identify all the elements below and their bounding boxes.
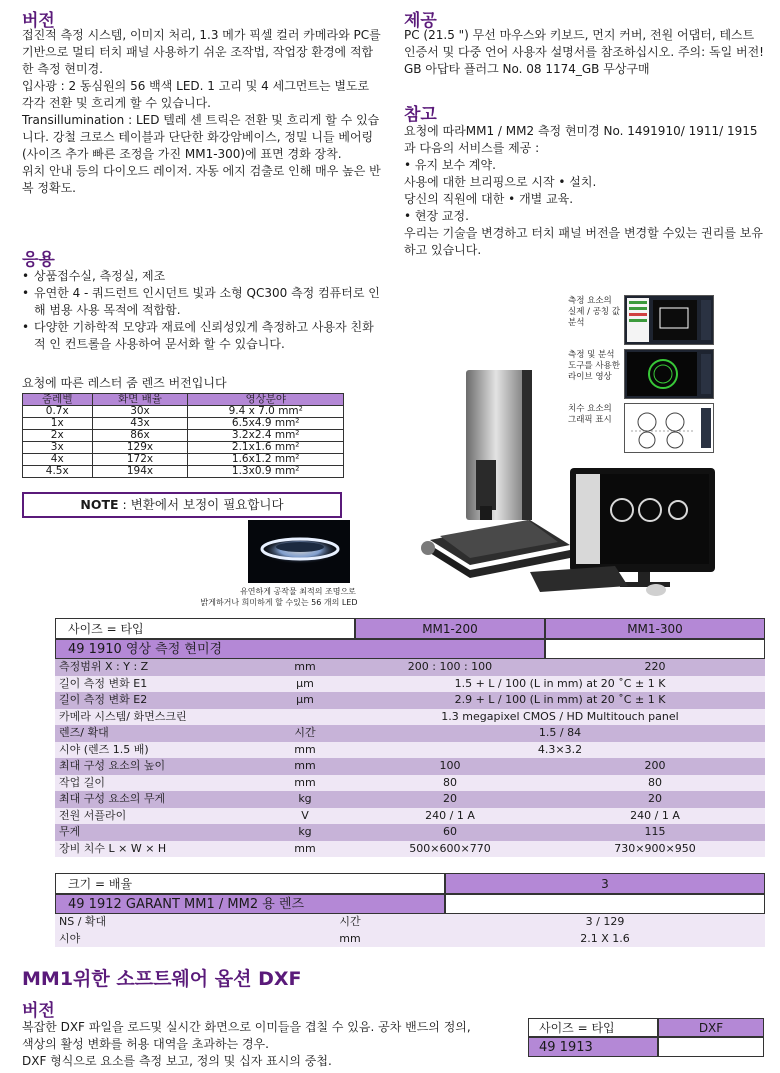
spec-header-mm1-300: MM1-300 (545, 618, 765, 639)
lens-spec-section (55, 873, 765, 947)
spec-title-empty (545, 639, 765, 659)
reference-line: 당신의 직원에 대한 • 개별 교육. (404, 192, 574, 206)
table-row (55, 725, 765, 742)
reference-heading: 참고 (404, 105, 437, 125)
table-row (55, 775, 765, 792)
lens-cell: 4.5x (23, 466, 93, 478)
lens-spec-value: 3 / 129 (445, 914, 765, 931)
led-caption-line-2: 밝게하거나 희미하게 할 수있는 56 개의 LED (200, 598, 358, 607)
lens-spec-header-type: 크기 = 배율 (55, 873, 445, 894)
note-label: NOTE (80, 497, 119, 512)
spec-v1: 1.5 + L / 100 (L in mm) at 20 ˚C ± 1 K (355, 676, 765, 693)
lens-spec-label: 시야 (55, 931, 255, 948)
version-paragraph-1: 접진적 측정 시스템, 이미지 처리, 1.3 메가 픽셀 컬러 카메라와 PC를 기반으로 멀티 터치 패널 사용하기 쉬운 조작법, 작업장 환경에 적합한 측정 현미경. (22, 28, 381, 76)
spec-v1: 200 : 100 : 100 (355, 659, 545, 676)
lens-spec-title: 49 1912 GARANT MM1 / MM2 용 렌즈 (55, 894, 445, 914)
lens-cell: 0.7x (23, 406, 93, 418)
table-row (55, 791, 765, 808)
spec-title: 49 1910 영상 측정 현미경 (55, 639, 545, 659)
table-row (55, 914, 765, 931)
reference-line: 우리는 기술을 변경하고 터치 패널 버전을 변경할 수있는 권리를 보유하고 있습니다. (404, 226, 763, 257)
spec-label: 길이 측정 변화 E2 (55, 692, 255, 709)
software-heading: MM1위한 소프트웨어 옵션 DXF (22, 968, 302, 990)
spec-header (55, 618, 765, 639)
spec-v2: 730×900×950 (545, 841, 765, 858)
spec-label: 전원 서플라이 (55, 808, 255, 825)
lens-cell: 1.3x0.9 mm² (188, 466, 344, 478)
spec-unit: mm (255, 775, 355, 792)
spec-label: 무게 (55, 824, 255, 841)
spec-label: 장비 치수 L × W × H (55, 841, 255, 858)
table-row (55, 841, 765, 858)
lens-cell: 9.4 x 7.0 mm² (188, 406, 344, 418)
spec-unit: µm (255, 692, 355, 709)
lens-spec-value: 2.1 X 1.6 (445, 931, 765, 948)
reference-line: 사용에 대한 브리핑으로 시작 • 설치. (404, 175, 597, 189)
table-row (55, 824, 765, 841)
usage-list (22, 268, 384, 353)
software-table-empty (658, 1037, 764, 1057)
spec-table (55, 659, 765, 857)
version-heading: 버전 (22, 11, 55, 31)
usage-item: • 상품접수실, 측정실, 제조 (22, 268, 384, 285)
spec-label: 작업 길이 (55, 775, 255, 792)
callout-graphic: 치수 요소의 그래픽 표시 (568, 404, 612, 425)
spec-unit: kg (255, 824, 355, 841)
spec-unit: mm (255, 659, 355, 676)
software-table-header (528, 1018, 764, 1037)
spec-unit: 시간 (255, 725, 355, 742)
spec-label: 길이 측정 변화 E1 (55, 676, 255, 693)
spec-v2: 200 (545, 758, 765, 775)
table-row (55, 659, 765, 676)
spec-v2: 20 (545, 791, 765, 808)
lens-spec-table (55, 914, 765, 947)
spec-unit: mm (255, 841, 355, 858)
spec-unit: µm (255, 676, 355, 693)
lens-spec-unit: 시간 (255, 914, 445, 931)
spec-unit (255, 709, 355, 726)
lens-cell: 194x (92, 466, 188, 478)
spec-unit: V (255, 808, 355, 825)
table-row (55, 931, 765, 948)
led-caption-line-1: 유연하게 공작물 최적의 조명으로 (240, 587, 356, 596)
zoom-lens-table (22, 393, 344, 478)
lens-header: 화면 배율 (92, 394, 188, 406)
spec-v1: 500×600×770 (355, 841, 545, 858)
spec-v1: 2.9 + L / 100 (L in mm) at 20 ˚C ± 1 K (355, 692, 765, 709)
callout-analysis: 측정 요소의 실제 / 공칭 값 분석 (568, 296, 621, 328)
lens-spec-title-empty (445, 894, 765, 914)
spec-label: 카메라 시스템/ 화면스크린 (55, 709, 255, 726)
lens-spec-title-row (55, 894, 765, 914)
usage-item: • 유연한 4 - 쿼드런트 인시던트 빛과 소형 QC300 측정 컴퓨터로 인해 범용 사용 목적에 적합함. (22, 285, 384, 319)
table-row (55, 692, 765, 709)
software-header-type: 사이즈 = 타입 (528, 1018, 658, 1037)
spec-unit: mm (255, 758, 355, 775)
spec-label: 최대 구성 요소의 높이 (55, 758, 255, 775)
lens-cell: 129x (92, 442, 188, 454)
spec-v2: 240 / 1 A (545, 808, 765, 825)
lens-spec-header-value: 3 (445, 873, 765, 894)
supply-text: PC (21.5 ") 무선 마우스와 키보드, 먼지 커버, 전원 어댑터, 테스트 인증서 및 다중 언어 사용자 설명서를 참조하십시오. 주의: 독일 버전! GB 아답타 플러그 No. 08 1174_GB 무상구매 (404, 28, 764, 76)
lens-cell: 86x (92, 430, 188, 442)
led-caption (200, 586, 368, 608)
software-header-dxf: DXF (658, 1018, 764, 1037)
usage-heading: 응용 (22, 250, 55, 270)
software-line: DXF 형식으로 요소를 측정 보고, 정의 및 십자 표시의 중첩. (22, 1054, 332, 1068)
spec-v1: 100 (355, 758, 545, 775)
spec-v1: 4.3×3.2 (355, 742, 765, 759)
software-table-title: 49 1913 (528, 1037, 658, 1057)
spec-v1: 1.5 / 84 (355, 725, 765, 742)
usage-item: • 다양한 기하학적 모양과 재료에 신뢰성있게 측정하고 사용자 친화적 인 컨트롤을 사용하여 문서화 할 수 있습니다. (22, 319, 384, 353)
lens-spec-label: NS / 확대 (55, 914, 255, 931)
spec-section (55, 618, 765, 857)
lens-cell: 43x (92, 418, 188, 430)
version-paragraph-2: 입사광 : 2 동심원의 56 백색 LED. 1 고리 및 4 세그먼트는 별도로 각각 전환 및 흐리게 할 수 있습니다. (22, 79, 370, 110)
spec-label: 시야 (렌즈 1.5 배) (55, 742, 255, 759)
reference-line: • 현장 교정. (404, 209, 469, 223)
lens-spec-header (55, 873, 765, 894)
lens-cell: 1x (23, 418, 93, 430)
lens-cell: 6.5x4.9 mm² (188, 418, 344, 430)
screenshot-analysis (624, 295, 714, 345)
reference-text (404, 123, 766, 259)
software-table (528, 1018, 764, 1057)
spec-v1: 1.3 megapixel CMOS / HD Multitouch panel (355, 709, 765, 726)
lens-cell: 30x (92, 406, 188, 418)
product-photo (410, 360, 720, 600)
note-text: : 변환에서 보정이 필요합니다 (118, 497, 284, 512)
spec-v1: 20 (355, 791, 545, 808)
version-paragraph-4: 위치 안내 등의 다이오드 레이저. 자동 에지 검출로 인해 매우 높은 반복 정확도. (22, 164, 381, 195)
lens-cell: 172x (92, 454, 188, 466)
software-version-heading: 버전 (22, 1001, 55, 1021)
lens-header: 영상분야 (188, 394, 344, 406)
lens-cell: 2.1x1.6 mm² (188, 442, 344, 454)
table-row (55, 808, 765, 825)
led-ring-photo (248, 520, 350, 583)
version-description (22, 27, 384, 197)
lens-cell: 2x (23, 430, 93, 442)
spec-v1: 240 / 1 A (355, 808, 545, 825)
callout-live-image: 측정 및 분석 도구를 사용한 라이브 영상 (568, 350, 620, 382)
spec-unit: mm (255, 742, 355, 759)
reference-line: 요청에 따라MM1 / MM2 측정 현미경 No. 1491910/ 1911/ 1915과 다음의 서비스를 제공 : (404, 124, 758, 155)
lens-caption: 요청에 따른 레스터 줌 렌즈 버전입니다 (22, 376, 227, 390)
spec-label: 렌즈/ 확대 (55, 725, 255, 742)
lens-cell: 4x (23, 454, 93, 466)
lens-cell: 3.2x2.4 mm² (188, 430, 344, 442)
lens-cell: 3x (23, 442, 93, 454)
spec-label: 측정범위 X : Y : Z (55, 659, 255, 676)
software-text (22, 1019, 527, 1070)
spec-header-type: 사이즈 = 타입 (55, 618, 355, 639)
software-table-title-row (528, 1037, 764, 1057)
spec-v1: 60 (355, 824, 545, 841)
spec-header-mm1-200: MM1-200 (355, 618, 545, 639)
table-row (55, 742, 765, 759)
spec-title-row (55, 639, 765, 659)
table-row (55, 709, 765, 726)
software-line: 색상의 활성 변화를 허용 대역을 초과하는 경우. (22, 1037, 269, 1051)
spec-unit: kg (255, 791, 355, 808)
lens-cell: 1.6x1.2 mm² (188, 454, 344, 466)
table-row (55, 676, 765, 693)
lens-spec-unit: mm (255, 931, 445, 948)
spec-label: 최대 구성 요소의 무게 (55, 791, 255, 808)
version-paragraph-3: Transillumination : LED 텔레 센 트릭은 전환 및 흐리게 할 수 있습니다. 강철 크로스 테이블과 단단한 화강암베이스, 정밀 니들 베어링 (사이즈 추가 빠른 조정을 가진 MM1-300)에 표면 경화 장착. (22, 113, 380, 161)
supply-heading: 제공 (404, 11, 437, 31)
spec-v2: 115 (545, 824, 765, 841)
spec-v2: 80 (545, 775, 765, 792)
spec-v2: 220 (545, 659, 765, 676)
note-box (22, 492, 342, 518)
software-line: 복잡한 DXF 파일을 로드및 실시간 화면으로 이미들을 겹칠 수 있음. 공차 밴드의 정의, (22, 1020, 471, 1034)
spec-v1: 80 (355, 775, 545, 792)
table-row (55, 758, 765, 775)
lens-header: 줌레벨 (23, 394, 93, 406)
reference-line: • 유지 보수 계약. (404, 158, 496, 172)
